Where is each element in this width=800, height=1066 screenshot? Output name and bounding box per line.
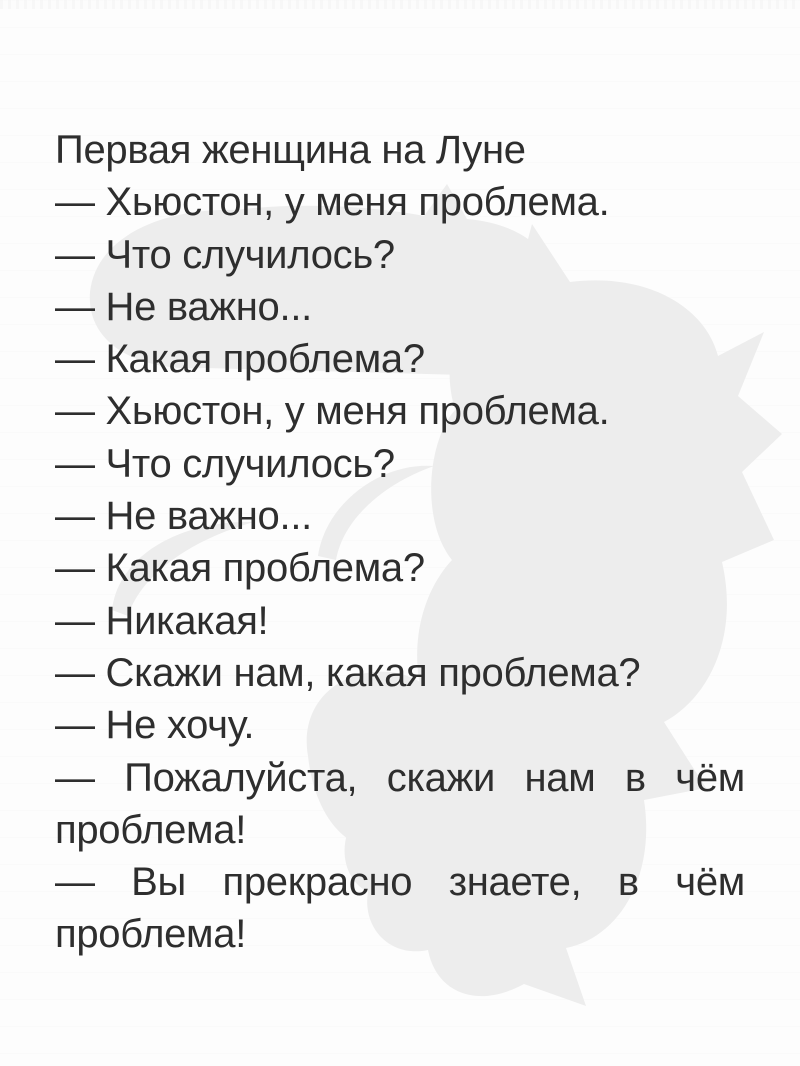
dialogue-line: — Хьюстон, у меня проблема.: [55, 389, 610, 434]
joke-text: [55, 124, 745, 961]
dialogue-line: — Не важно...: [55, 284, 312, 329]
dialogue-line: — Не важно...: [55, 494, 312, 539]
dialogue-line: — Не хочу.: [55, 703, 255, 748]
dialogue-line: — Что случилось?: [55, 232, 395, 277]
dialogue-line: — Скажи нам, какая проблема?: [55, 650, 641, 695]
dialogue-line: — Какая проблема?: [55, 337, 425, 382]
dialogue-line: — Какая проблема?: [55, 546, 425, 591]
joke-title: Первая женщина на Луне: [55, 128, 526, 172]
dialogue-paragraph: — Пожалуйста, скажи нам в чём проблема!: [55, 755, 745, 852]
dialogue-line: — Хьюстон, у меня проблема.: [55, 180, 610, 225]
dialogue-line: — Что случилось?: [55, 441, 395, 486]
dialogue-line: — Никакая!: [55, 598, 269, 643]
dialogue-paragraph: — Вы прекрасно знаете, в чём проблема!: [55, 860, 745, 957]
